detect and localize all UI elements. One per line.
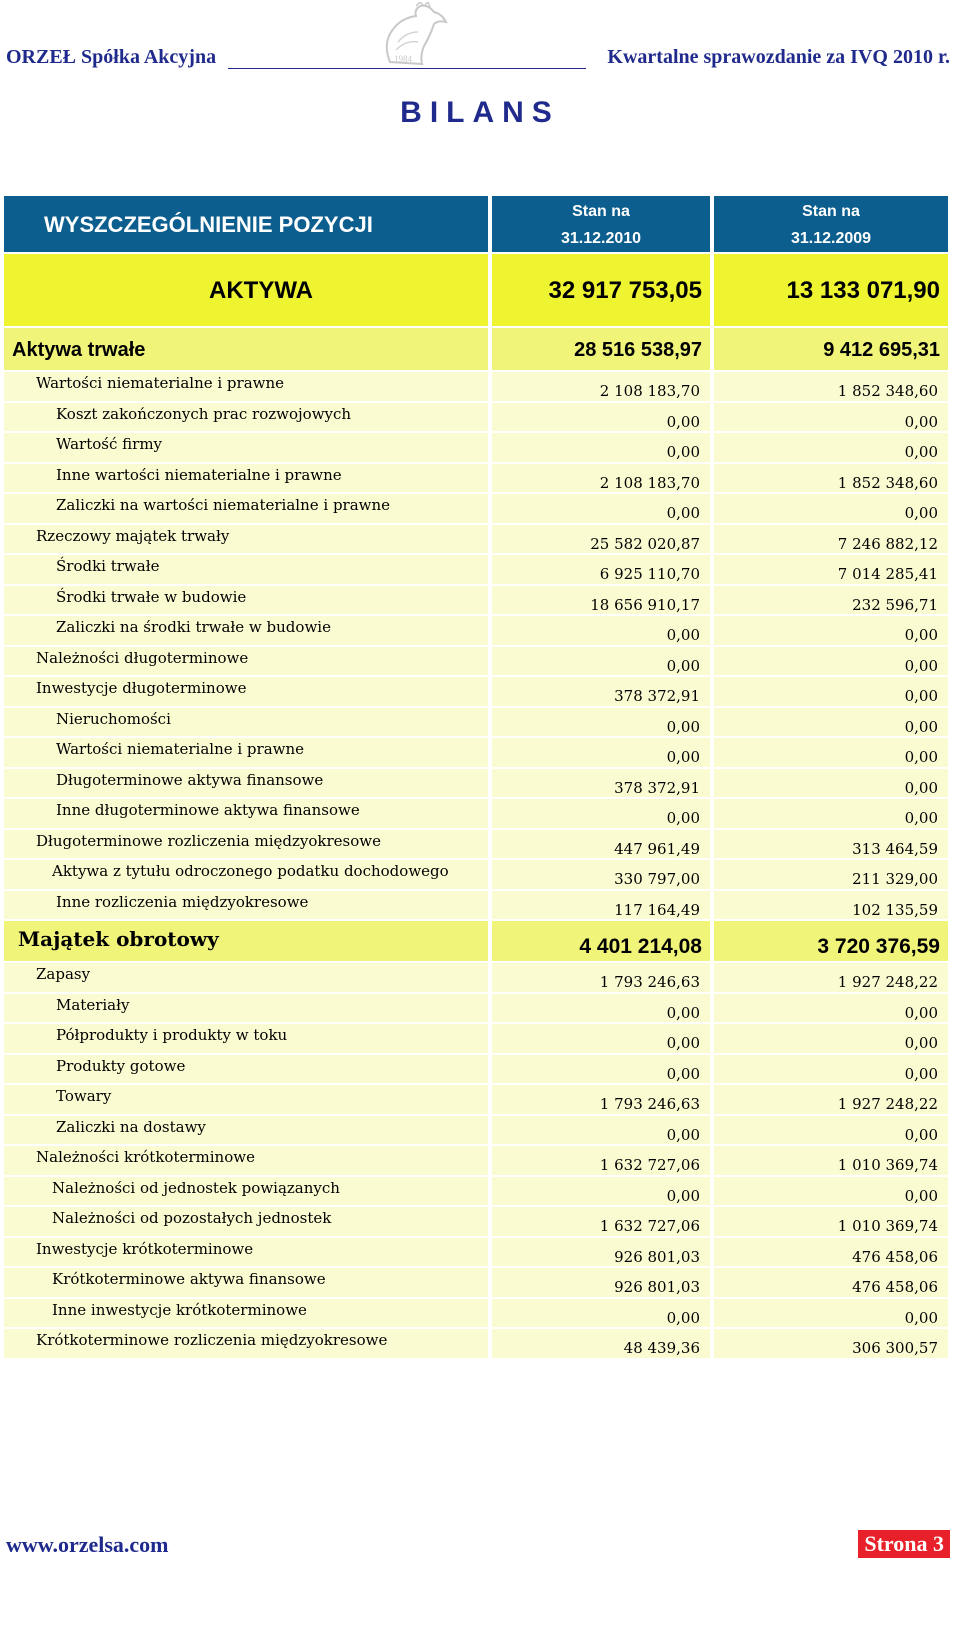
row-label: Produkty gotowe	[4, 1055, 488, 1084]
table-row	[4, 1329, 948, 1360]
row-label: Inne wartości niematerialne i prawne	[4, 464, 488, 493]
row-value-2009: 0,00	[714, 616, 948, 645]
row-value-2010: 117 164,49	[492, 891, 710, 920]
row-value-2009: 7 014 285,41	[714, 555, 948, 584]
row-value-2010: 0,00	[492, 403, 710, 432]
row-label: Należności od jednostek powiązanych	[4, 1177, 488, 1206]
table-row	[4, 372, 948, 403]
row-value-2010: 378 372,91	[492, 769, 710, 798]
row-value-2009: 1 927 248,22	[714, 963, 948, 992]
majatek-obrotowy-items	[4, 963, 948, 1360]
row-value-2009: 0,00	[714, 738, 948, 767]
column-header-2010	[492, 196, 710, 252]
row-value-2010: 378 372,91	[492, 677, 710, 706]
table-row	[4, 616, 948, 647]
row-value-2010: 0,00	[492, 738, 710, 767]
row-value-2009: 0,00	[714, 1055, 948, 1084]
row-value-2010: 0,00	[492, 647, 710, 676]
page-number: Strona 3	[858, 1530, 950, 1558]
table-row	[4, 1085, 948, 1116]
row-value-2010: 1 793 246,63	[492, 1085, 710, 1114]
table-row	[4, 403, 948, 434]
row-label: Należności od pozostałych jednostek	[4, 1207, 488, 1236]
row-value-2009: 1 852 348,60	[714, 464, 948, 493]
table-row	[4, 1116, 948, 1147]
row-label: Należności krótkoterminowe	[4, 1146, 488, 1175]
table-row	[4, 963, 948, 994]
row-value-2010: 0,00	[492, 799, 710, 828]
table-row	[4, 677, 948, 708]
row-label: Długoterminowe rozliczenia międzyokresowe	[4, 830, 488, 859]
row-value-2009: 0,00	[714, 1299, 948, 1328]
row-label: Półprodukty i produkty w toku	[4, 1024, 488, 1053]
row-label: Krótkoterminowe aktywa finansowe	[4, 1268, 488, 1297]
aktywa-value-2010: 32 917 753,05	[492, 254, 710, 326]
table-row	[4, 799, 948, 830]
page-title: BILANS	[400, 96, 560, 129]
row-value-2010: 0,00	[492, 1024, 710, 1053]
row-value-2009: 211 329,00	[714, 860, 948, 889]
table-row	[4, 860, 948, 891]
row-value-2010: 0,00	[492, 1177, 710, 1206]
table-row	[4, 433, 948, 464]
row-value-2009: 1 010 369,74	[714, 1146, 948, 1175]
row-value-2010: 1 793 246,63	[492, 963, 710, 992]
table-row	[4, 647, 948, 678]
row-value-2009: 102 135,59	[714, 891, 948, 920]
table-row	[4, 1146, 948, 1177]
row-value-2010: 0,00	[492, 1299, 710, 1328]
row-value-2010: 18 656 910,17	[492, 586, 710, 615]
row-value-2009: 0,00	[714, 494, 948, 523]
row-value-2010: 0,00	[492, 1116, 710, 1145]
table-row	[4, 1177, 948, 1208]
row-label: Zaliczki na środki trwałe w budowie	[4, 616, 488, 645]
row-label: Zapasy	[4, 963, 488, 992]
footer-url: www.orzelsa.com	[6, 1532, 169, 1557]
aktywa-value-2009: 13 133 071,90	[714, 254, 948, 326]
company-name: ORZEŁ Spółka Akcyjna	[6, 46, 217, 68]
row-value-2009: 313 464,59	[714, 830, 948, 859]
column-header-2010-line1: Stan na	[572, 203, 630, 220]
row-value-2010: 926 801,03	[492, 1268, 710, 1297]
table-row	[4, 769, 948, 800]
row-value-2010: 0,00	[492, 1055, 710, 1084]
column-header-2009-line2: 31.12.2009	[790, 230, 872, 247]
row-value-2009: 0,00	[714, 994, 948, 1023]
row-value-2009: 7 246 882,12	[714, 525, 948, 554]
aktywa-trwale-label: Aktywa trwałe	[4, 328, 488, 370]
row-label: Zaliczki na dostawy	[4, 1116, 488, 1145]
row-value-2009: 0,00	[714, 708, 948, 737]
table-row	[4, 1268, 948, 1299]
row-label: Inwestycje długoterminowe	[4, 677, 488, 706]
row-label: Wartości niematerialne i prawne	[4, 372, 488, 401]
row-value-2009: 0,00	[714, 799, 948, 828]
report-title: Kwartalne sprawozdanie za IVQ 2010 r.	[607, 46, 950, 68]
row-value-2010: 0,00	[492, 494, 710, 523]
header-rule	[228, 68, 586, 69]
table-row	[4, 1299, 948, 1330]
table-header-row	[4, 196, 948, 254]
balance-sheet-table	[4, 196, 948, 1360]
row-value-2009: 0,00	[714, 403, 948, 432]
logo-year: 1984	[394, 54, 412, 64]
majatek-obrotowy-label: Majątek obrotowy	[4, 921, 488, 961]
majatek-obrotowy-value-2010: 4 401 214,08	[492, 921, 710, 961]
row-label: Wartość firmy	[4, 433, 488, 462]
row-value-2009: 1 852 348,60	[714, 372, 948, 401]
column-header-2009	[714, 196, 948, 252]
row-value-2009: 232 596,71	[714, 586, 948, 615]
row-label: Aktywa z tytułu odroczonego podatku dochodowego	[4, 860, 488, 889]
table-row	[4, 525, 948, 556]
table-row	[4, 891, 948, 922]
table-row	[4, 830, 948, 861]
aktywa-trwale-row	[4, 328, 948, 372]
aktywa-trwale-value-2009: 9 412 695,31	[714, 328, 948, 370]
row-label: Materiały	[4, 994, 488, 1023]
row-value-2010: 25 582 020,87	[492, 525, 710, 554]
row-label: Wartości niematerialne i prawne	[4, 738, 488, 767]
row-value-2010: 0,00	[492, 616, 710, 645]
row-value-2009: 0,00	[714, 1024, 948, 1053]
row-value-2009: 0,00	[714, 769, 948, 798]
row-value-2009: 0,00	[714, 1116, 948, 1145]
row-label: Inne inwestycje krótkoterminowe	[4, 1299, 488, 1328]
table-row	[4, 586, 948, 617]
row-value-2009: 1 927 248,22	[714, 1085, 948, 1114]
table-row	[4, 494, 948, 525]
table-row	[4, 1207, 948, 1238]
column-header-2009-line1: Stan na	[802, 203, 860, 220]
table-row	[4, 1024, 948, 1055]
row-value-2010: 926 801,03	[492, 1238, 710, 1267]
row-value-2010: 48 439,36	[492, 1329, 710, 1358]
eagle-logo-icon	[376, 2, 452, 68]
row-label: Nieruchomości	[4, 708, 488, 737]
row-value-2010: 0,00	[492, 994, 710, 1023]
row-label: Koszt zakończonych prac rozwojowych	[4, 403, 488, 432]
row-label: Krótkoterminowe rozliczenia międzyokresowe	[4, 1329, 488, 1358]
row-value-2010: 2 108 183,70	[492, 372, 710, 401]
row-value-2010: 0,00	[492, 433, 710, 462]
row-label: Towary	[4, 1085, 488, 1114]
row-value-2009: 306 300,57	[714, 1329, 948, 1358]
table-row	[4, 708, 948, 739]
table-row	[4, 1238, 948, 1269]
row-value-2010: 6 925 110,70	[492, 555, 710, 584]
row-label: Długoterminowe aktywa finansowe	[4, 769, 488, 798]
majatek-obrotowy-value-2009: 3 720 376,59	[714, 921, 948, 961]
row-value-2010: 0,00	[492, 708, 710, 737]
page-header	[0, 0, 960, 80]
row-value-2010: 330 797,00	[492, 860, 710, 889]
aktywa-label: AKTYWA	[4, 254, 488, 326]
table-row	[4, 738, 948, 769]
row-label: Należności długoterminowe	[4, 647, 488, 676]
row-label: Inne rozliczenia międzyokresowe	[4, 891, 488, 920]
row-label: Zaliczki na wartości niematerialne i prawne	[4, 494, 488, 523]
row-label: Inne długoterminowe aktywa finansowe	[4, 799, 488, 828]
row-label: Środki trwałe	[4, 555, 488, 584]
row-value-2009: 0,00	[714, 433, 948, 462]
row-value-2009: 476 458,06	[714, 1268, 948, 1297]
table-row	[4, 994, 948, 1025]
column-header-2010-line2: 31.12.2010	[560, 230, 642, 247]
column-header-item: WYSZCZEGÓLNIENIE POZYCJI	[4, 196, 488, 252]
row-value-2010: 1 632 727,06	[492, 1207, 710, 1236]
row-value-2009: 0,00	[714, 677, 948, 706]
row-value-2010: 447 961,49	[492, 830, 710, 859]
aktywa-trwale-items	[4, 372, 948, 921]
aktywa-trwale-value-2010: 28 516 538,97	[492, 328, 710, 370]
row-label: Środki trwałe w budowie	[4, 586, 488, 615]
row-value-2010: 1 632 727,06	[492, 1146, 710, 1175]
row-value-2009: 476 458,06	[714, 1238, 948, 1267]
table-row	[4, 464, 948, 495]
table-row	[4, 1055, 948, 1086]
row-value-2009: 1 010 369,74	[714, 1207, 948, 1236]
row-label: Rzeczowy majątek trwały	[4, 525, 488, 554]
majatek-obrotowy-row	[4, 921, 948, 963]
row-value-2009: 0,00	[714, 1177, 948, 1206]
table-row	[4, 555, 948, 586]
row-value-2010: 2 108 183,70	[492, 464, 710, 493]
aktywa-total-row	[4, 254, 948, 328]
row-label: Inwestycje krótkoterminowe	[4, 1238, 488, 1267]
row-value-2009: 0,00	[714, 647, 948, 676]
